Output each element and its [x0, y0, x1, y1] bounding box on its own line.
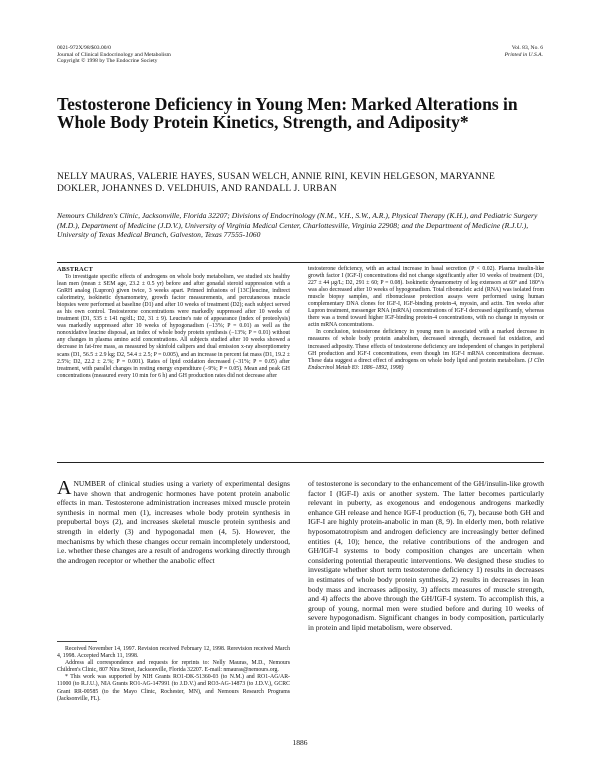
abstract-conclusion-text: In conclusion, testosterone deficiency in young men is associated with a marked decrease in measures of whole body protein anabolism, decreased strength, decreased fat oxidation, and increased adiposity. These effects of testosterone deficiency are independent of changes in peripheral GH production and IGF-I concentrations, even though im IGF-I mRNA concentrations decrease. These data suggest a direct effect of androgens on whole body lipid and protein metabolism. — [308, 329, 544, 364]
copyright-line: Copyright © 1998 by The Endocrine Society — [57, 58, 158, 65]
abstract-right-column — [308, 266, 544, 372]
intro-paragraph — [57, 479, 290, 565]
drop-cap: A — [57, 477, 72, 499]
abstract-citation: (J Clin Endocrinol Metab 83: 1886–1892, 1998) — [308, 357, 544, 371]
intro-text: NUMBER of clinical studies using a variety of experimental designs have shown that androgenic hormones have potent protein anabolic effects in man. Testosterone administration increases mixed muscle protein synthesis in normal men (1), increases whole body protein synthesis in prepubertal boys (2), and increases skeletal muscle protein synthesis and strength in elderly (3) and hypogonadal men (4, 5). However, the mechanisms by which these changes occur remain incompletely understood, i.e. whether these changes are a result of androgens working directly through the androgen receptor or whether the anabolic effect — [57, 479, 290, 565]
abstract-paragraph: testosterone deficiency, with an actual increase in basal secretion (P < 0.02). Plasma insulin-like growth factor I (IGF-I) concentrations did not change significantly after 10 weeks of treatment (D1, 227 ± 44 μg/L; D2, 291 ± 60; P = 0.08). Isokinetic dynamometry of leg extensors at 60° and 180°/s was also decreased after 10 weeks of hypogonadism. Total ribonucleic acid (RNA) was isolated from muscle biopsy samples, and ribonuclease protection assays were performed using human complementary DNA clones for IGF-I, IGF-binding protein-4, myosin, and actin. Ten weeks after Lupron treatment, messenger RNA (mRNA) concentrations of IGF-I decreased significantly, whereas there was a trend toward higher IGF-binding protein-4 concentrations, with no change in myosin or actin mRNA concentrations. — [308, 266, 544, 329]
footnotes — [57, 646, 290, 703]
volume-header — [393, 45, 543, 58]
footnote-received: Received November 14, 1997. Revision received February 12, 1998. Rerevision received March 4, 1998. Accepted March 11, 1998. — [57, 646, 290, 660]
page-number: 1886 — [292, 738, 308, 747]
body-left-column — [57, 479, 290, 565]
journal-name: Journal of Clinical Endocrinology and Metabolism — [57, 51, 171, 58]
abstract-heading: ABSTRACT — [57, 266, 94, 273]
footnote-funding: * This work was supported by NIH Grants RO1-DK-51360-03 (to N.M.) and RO1-AG/AR-11000 (to R.J.U.), NIA Grants RO1-AG-147991 (to J.D.V.) and RO3-AG-14873 (to J.D.V.), GCRC Grant RR-00585 (to the Mayo Clinic, Rochester, MN), and Nemours Research Programs (Jacksonville, FL). — [57, 674, 290, 702]
author-list: NELLY MAURAS, VALERIE HAYES, SUSAN WELCH, ANNIE RINI, KEVIN HELGESON, MARYANNE DOKLER, JOHANNES D. VELDHUIS, AND RANDALL J. URBAN — [57, 172, 496, 194]
printed-line: Printed in U.S.A. — [504, 51, 543, 58]
paper-title: Testosterone Deficiency in Young Men: Marked Alterations in Whole Body Protein Kinetics, Strength, and Adiposity* — [57, 94, 518, 132]
abstract-left-column — [57, 274, 290, 380]
volume-line: Vol. 83, No. 6 — [511, 45, 543, 51]
abstract-conclusion — [308, 329, 544, 371]
issn-line: 0021-972X/98/$03.00/0 — [57, 45, 111, 51]
journal-header — [57, 45, 257, 65]
footnote-correspondence: Address all correspondence and requests for reprints to: Nelly Mauras, M.D., Nemours Children's Clinic, 807 Nira Street, Jacksonville, Florida 32207. E-mail: nmauras@nemours.org. — [57, 660, 290, 674]
footnote-rule — [57, 641, 97, 642]
abstract-bottom-rule — [57, 462, 544, 463]
abstract-top-rule — [57, 262, 544, 263]
affiliations: Nemours Children's Clinic, Jacksonville, Florida 32207; Divisions of Endocrinology (N.M., V.H., S.W., A.R.), Physical Therapy (K.H.), and Pediatric Surgery (M.D.), Department of Medicine (J.D.V.), University of Virginia Medical Center, Charlottesville, Virginia 22908; and the Department of Medicine (R.J.U.), University of Texas Medical Branch, Galveston, Texas 77555-1060 — [57, 211, 538, 240]
intro-continued: of testosterone is secondary to the enhancement of the GH/insulin-like growth factor I (IGF-I) axis or another system. The latter becomes particularly relevant in puberty, as exogenous and endogenous androgens markedly enhance GH release and hence IGF-I production (6, 7), because both GH and IGF-I are highly protein-anabolic in man (8, 9). In elderly men, both relative hyposomatotropism and androgen deficiency are increasingly better defined entities (4, 10); hence, the relative contributions of the androgen and GH/IGF-I systems to body composition changes are uncertain when considering potential therapeutic interventions. We designed these studies to investigate whether short term testosterone deficiency 1) results in decreases in estimates of whole body protein synthesis, 2) results in decreases in lean body mass and increases adiposity, 3) affects measures of muscle strength, and 4) affects the above through the GH/IGF-I system. To accomplish this, a group of young, normal men were studied before and during 10 weeks of severe hypogonadism. Significant changes in body composition, particularly in protein and lipid metabolism, were observed. — [308, 479, 544, 632]
abstract-paragraph: To investigate specific effects of androgens on whole body metabolism, we studied six healthy lean men (mean ± SEM age, 23.2 ± 0.5 yr) before and after gonadal steroid suppression with a GnRH analog (Lupron) given twice, 3 weeks apart. Primed infusions of [13C]leucine, indirect calorimetry, isokinetic dynamometry, growth factor measurements, and percutaneous muscle biopsies were performed at baseline (D1) and after 10 weeks of treatment (D2); each subject served as his own control. Testosterone concentrations were markedly suppressed after 10 weeks of treatment (D1, 535 ± 141 ng/dL; D2, 31 ± 9). Leucine's rate of appearance (index of proteolysis) was markedly suppressed after 10 weeks of hypogonadism (−13%; P = 0.01) as well as the nonoxidative leucine disposal, an index of whole body protein synthesis (−13%; P = 0.01) without any changes in plasma amino acid concentrations. All subjects studied after 10 weeks showed a decrease in fat-free mass, as measured by skinfold calipers and dual emission x-ray absorptiometry scans (D1, 56.5 ± 2.9 kg; D2, 54.4 ± 2.5; P = 0.005), and an increase in percent fat mass (D1, 19.2 ± 2.5%; D2, 22.2 ± 2.%; P = 0.001). Rates of lipid oxidation decreased (−31%; P = 0.05) after treatment, with parallel changes in resting energy expenditure (−9%; P = 0.05). Mean and peak GH concentrations (measured every 10 min for 6 h) and GH production rates did not decrease after — [57, 274, 290, 379]
body-right-column — [308, 479, 544, 633]
